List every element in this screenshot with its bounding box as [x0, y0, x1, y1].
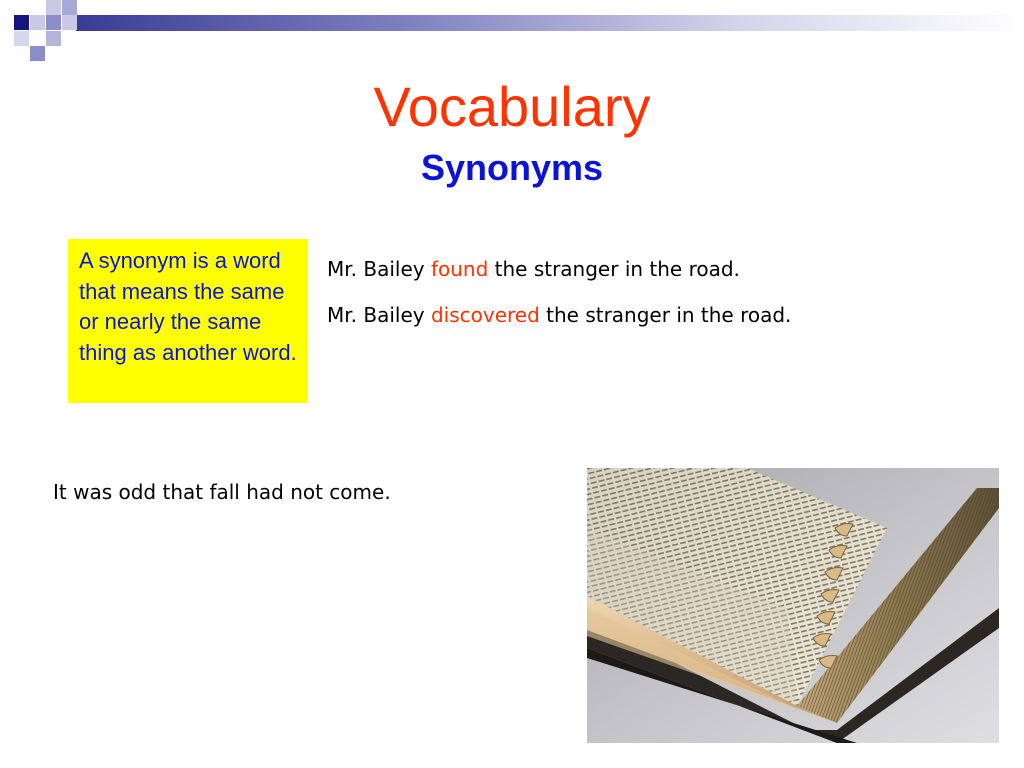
header-decoration [0, 0, 1024, 64]
deco-square [62, 15, 77, 30]
definition-box [68, 239, 307, 403]
deco-square [46, 0, 61, 15]
sentence-text: Mr. Bailey [327, 303, 431, 327]
highlighted-word: found [430, 257, 489, 281]
slide-subtitle: Synonyms [420, 147, 604, 188]
deco-square [30, 46, 45, 61]
example-sentence [327, 254, 791, 300]
deco-square [62, 0, 77, 15]
header-gradient-line [76, 15, 1024, 31]
definition-text: A synonym is a word that means the same or nearly the same thing as another word. [79, 248, 297, 365]
slide-title: Vocabulary [373, 75, 651, 138]
sentence-text: Mr. Bailey [327, 257, 431, 281]
deco-square [14, 15, 29, 30]
highlighted-word: discovered [430, 303, 540, 327]
dictionary-image [587, 468, 999, 743]
example-sentences [327, 254, 791, 346]
deco-square [46, 31, 61, 46]
practice-sentence: It was odd that fall had not come. [53, 480, 391, 504]
sentence-text: the stranger in the road. [539, 303, 792, 327]
example-sentence [327, 300, 791, 346]
deco-square [46, 15, 61, 30]
deco-square [30, 15, 45, 30]
deco-square [14, 31, 29, 46]
sentence-text: the stranger in the road. [488, 257, 740, 281]
